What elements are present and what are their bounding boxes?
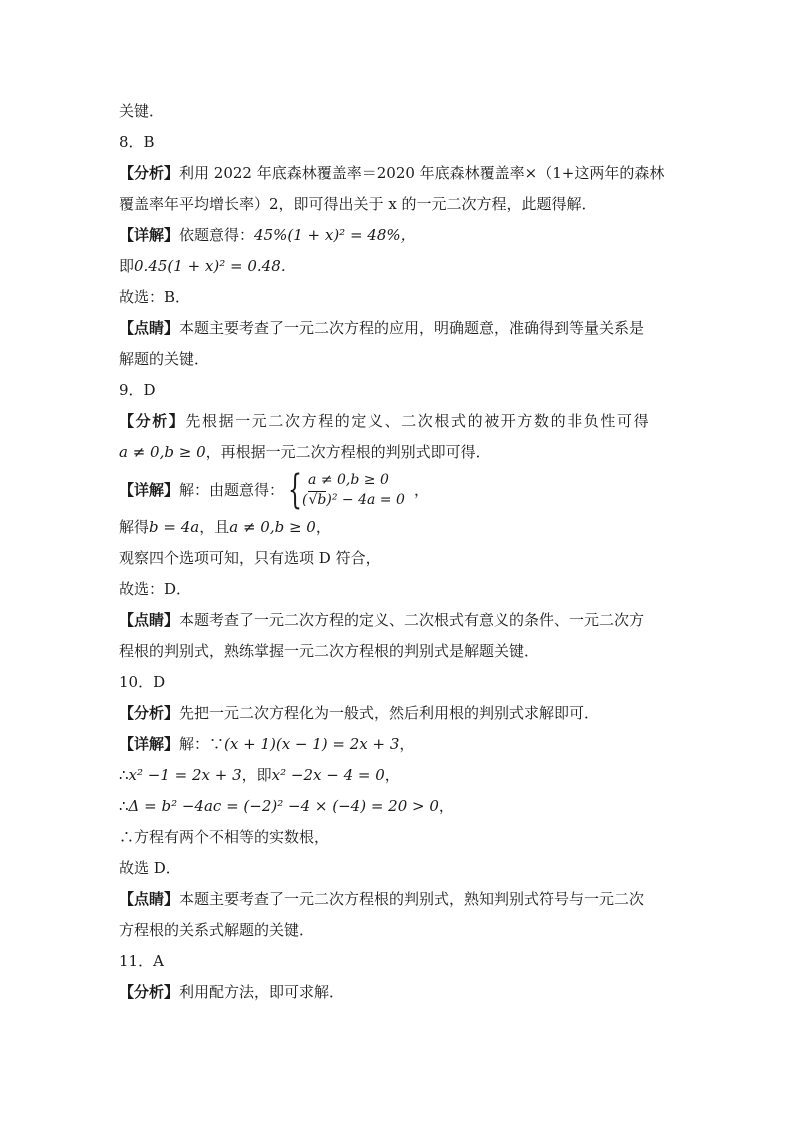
text-span: ，且 bbox=[199, 518, 230, 536]
answer-number: 10．D bbox=[119, 673, 166, 691]
analysis-tag: 【分析】 bbox=[119, 412, 186, 430]
text-line bbox=[119, 512, 679, 543]
comment-text: 本题考查了一元二次方程的定义、二次根式有意义的条件、一元二次方 bbox=[179, 611, 645, 629]
comment-text: 本题主要考查了一元二次方程根的判别式，熟知判别式符号与一元二次 bbox=[179, 890, 645, 908]
comment-text: 本题主要考查了一元二次方程的应用，明确题意，准确得到等量关系是 bbox=[179, 319, 645, 337]
detail-line bbox=[119, 729, 679, 760]
condition-math: a ≠ 0,b ≥ 0 bbox=[229, 518, 316, 536]
text-line: 观察四个选项可知，只有选项 D 符合， bbox=[119, 549, 381, 567]
punct: ， bbox=[384, 766, 400, 784]
text-line bbox=[119, 251, 679, 282]
text-span: ，即 bbox=[241, 766, 272, 784]
answer-page bbox=[119, 96, 679, 1008]
discriminant-equation: Δ = b² −4ac = (−2)² −4 × (−4) = 20 > 0 bbox=[128, 797, 439, 815]
text-line bbox=[119, 791, 679, 822]
choice-line: 故选 D． bbox=[119, 859, 181, 877]
analysis-line bbox=[119, 158, 679, 189]
punct: ， bbox=[438, 797, 454, 815]
prefix-text: 即 bbox=[119, 257, 135, 275]
analysis-text: 利用配方法，即可求解． bbox=[179, 983, 345, 1001]
text-line: 关键． bbox=[119, 102, 165, 120]
comment-tag: 【点睛】 bbox=[119, 319, 180, 337]
equation: (x + 1)(x − 1) = 2x + 3 bbox=[224, 735, 400, 753]
therefore-symbol: ∴ bbox=[119, 797, 129, 815]
comment-line bbox=[119, 313, 679, 344]
equation-system bbox=[288, 467, 414, 513]
detail-text: 解：∵ bbox=[179, 735, 225, 753]
analysis-tag: 【分析】 bbox=[119, 983, 180, 1001]
text-span: ，再根据一元二次方程根的判别式即可得． bbox=[205, 443, 491, 461]
analysis-line bbox=[119, 698, 679, 729]
system-line-1: a ≠ 0,b ≥ 0 bbox=[308, 472, 389, 488]
answer-number: 11．A bbox=[119, 952, 164, 970]
punct: ， bbox=[315, 518, 331, 536]
left-brace-icon: { bbox=[288, 467, 303, 513]
analysis-tag: 【分析】 bbox=[119, 704, 180, 722]
equation: 0.45(1 + x)² = 0.48． bbox=[134, 257, 296, 275]
text-line: ∴方程有两个不相等的实数根， bbox=[119, 828, 330, 846]
text-line: 方程根的关系式解题的关键． bbox=[119, 921, 315, 939]
equation: x² −1 = 2x + 3 bbox=[128, 766, 242, 784]
text-line: 覆盖率年平均增长率）2，即可得出关于 x 的一元二次方程，此题得解． bbox=[119, 195, 597, 213]
analysis-line bbox=[119, 977, 679, 1008]
therefore-symbol: ∴ bbox=[119, 766, 129, 784]
detail-tag: 【详解】 bbox=[119, 735, 180, 753]
comment-line bbox=[119, 884, 679, 915]
answer-number: 8．B bbox=[119, 133, 155, 151]
answer-number: 9．D bbox=[119, 381, 156, 399]
paren-open: ( bbox=[302, 492, 308, 508]
equation: b = 4a bbox=[149, 518, 200, 536]
system-rest: )² − 4a = 0 bbox=[326, 492, 405, 508]
text-line: 程根的判别式，熟练掌握一元二次方程根的判别式是解题关键． bbox=[119, 642, 540, 660]
comment-line bbox=[119, 605, 679, 636]
detail-text: 解：由题意得： bbox=[179, 481, 285, 499]
equation: 45%(1 + x)² = 48%， bbox=[254, 226, 416, 244]
choice-line: 故选：D． bbox=[119, 580, 192, 598]
condition-math: a ≠ 0,b ≥ 0 bbox=[119, 443, 206, 461]
detail-line bbox=[119, 220, 679, 251]
system-line-2 bbox=[302, 490, 405, 510]
punct: ， bbox=[414, 481, 430, 499]
analysis-line bbox=[119, 406, 679, 437]
analysis-tag: 【分析】 bbox=[119, 164, 180, 182]
text-line bbox=[119, 760, 679, 791]
text-line bbox=[119, 437, 679, 468]
equation: x² −2x − 4 = 0 bbox=[271, 766, 385, 784]
analysis-text: 利用 2022 年底森林覆盖率＝2020 年底森林覆盖率×（1+这两年的森林 bbox=[179, 164, 665, 182]
sqrt-b: √b bbox=[308, 492, 327, 508]
comment-tag: 【点睛】 bbox=[119, 890, 180, 908]
prefix-text: 解得 bbox=[119, 518, 150, 536]
comment-tag: 【点睛】 bbox=[119, 611, 180, 629]
detail-tag: 【详解】 bbox=[119, 481, 180, 499]
choice-line: 故选：B． bbox=[119, 288, 191, 306]
detail-line bbox=[119, 468, 679, 512]
punct: ， bbox=[399, 735, 415, 753]
analysis-text: 先根据一元二次方程的定义、二次根式的被开方数的非负性可得 bbox=[185, 412, 651, 430]
detail-tag: 【详解】 bbox=[119, 226, 180, 244]
text-line: 解题的关键． bbox=[119, 350, 210, 368]
analysis-text: 先把一元二次方程化为一般式，然后利用根的判别式求解即可． bbox=[179, 704, 600, 722]
detail-text: 依题意得： bbox=[179, 226, 255, 244]
